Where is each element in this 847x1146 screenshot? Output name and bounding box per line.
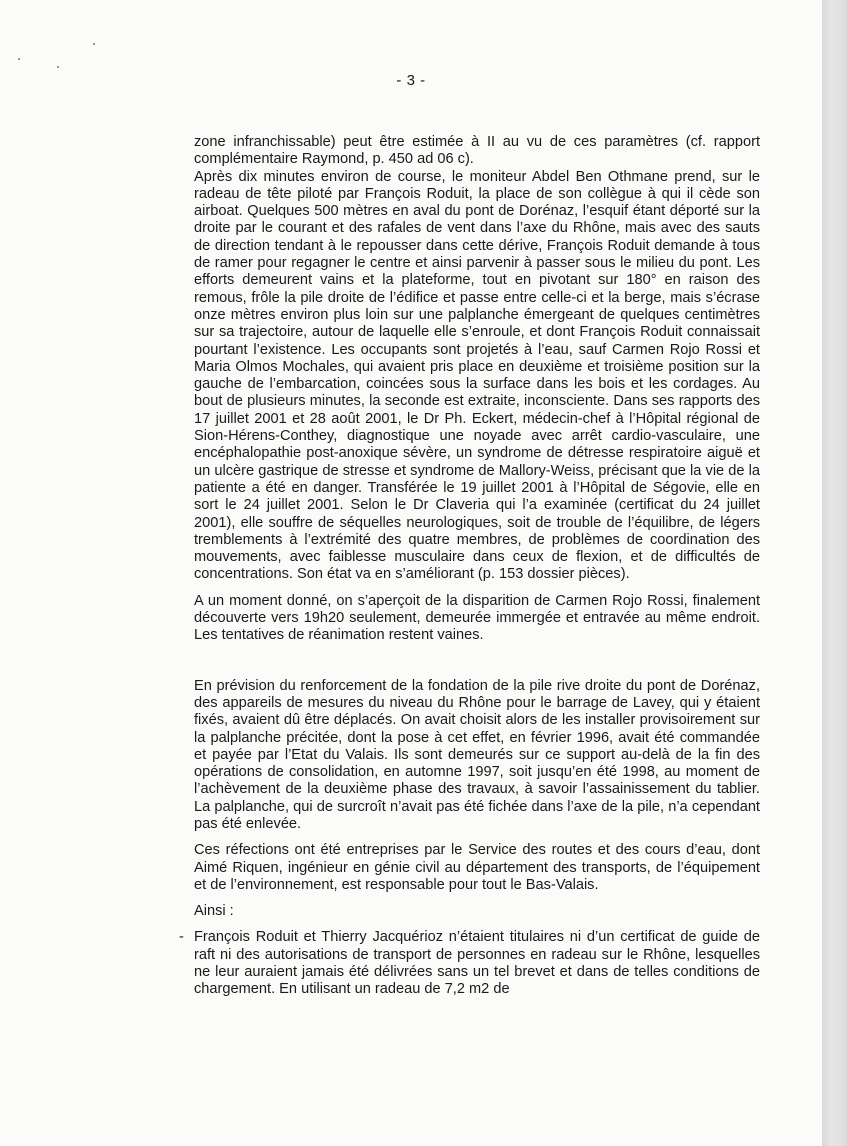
scan-edge [822, 0, 847, 1146]
scan-speck [18, 58, 20, 60]
paragraph: En prévision du renforcement de la fondation de la pile rive droite du pont de Dorénaz, des appareils de mesures du niveau du Rhône pour le barrage de Lavey, qui y étaient fixés, avaient dû être déplacés. On avait choisit alors de les installer provisoirement sur la palplanche précitée, dont la pose à cet effet, en février 1996, avait été commandée et payée par l’Etat du Valais. Ils sont demeurés sur ce support au-delà de la fin des opérations de consolidation, en automne 1997, soit jusqu’en été 1998, au moment de l’achèvement de la deuxième phase des travaux, à savoir l’assainissement du tablier. La palplanche, qui de surcroît n’avait pas été fichée dans l’axe de la pile, n’a cependant pas été enlevée. [194, 677, 760, 832]
list-item-text: François Roduit et Thierry Jacquérioz n’étaient titulaires ni d’un certificat de guide de raft ni des autorisations de transport de personnes en radeau sur le Rhône, lesquelles ne leur auraient jamais été délivrées sans un tel brevet et dans de telles conditions de chargement. En utilisant un radeau de 7,2 m2 de [194, 929, 760, 998]
paragraph: Ces réfections ont été entreprises par le Service des routes et des cours d’eau, dont Aimé Riquen, ingénieur en génie civil au département des transports, de l’équipement et de l’environnement, est responsable pour tout le Bas-Valais. [194, 842, 760, 893]
page-number: - 3 - [396, 72, 426, 89]
paragraph: Après dix minutes environ de course, le moniteur Abdel Ben Othmane prend, sur le radeau de tête piloté par François Roduit, la place de son collègue à qui il cède son airboat. Quelques 500 mètres en aval du pont de Dorénaz, l’esquif étant déporté sur la droite par le courant et des rafales de vent dans l’axe du Rhône, mais avec des sauts de direction tendant à le repousser dans cette dérive, François Roduit demande à tous de ramer pour regagner le centre et ainsi parvenir à passer sous le milieu du pont. Les efforts demeurent vains et la plateforme, tout en pivotant sur 180° en raison des remous, frôle la pile droite de l’édifice et passe entre celle-ci et la berge, mais s’écrase onze mètres environ plus loin sur une palplanche émergeant de quelques centimètres sur sa trajectoire, autour de laquelle elle s’enroule, et dont François Roduit connaissait pourtant l’existence. Les occupants sont projetés à l’eau, sauf Carmen Rojo Rossi et Maria Olmos Mochales, qui avaient pris place en deuxième et troisième position sur la gauche de l’embarcation, coincées sous la surface dans les bois et les cordages. Au bout de plusieurs minutes, la seconde est extraite, inconsciente. Dans ses rapports des 17 juillet 2001 et 28 août 2001, le Dr Ph. Eckert, médecin-chef à l’Hôpital régional de Sion-Hérens-Conthey, diagnostique une noyade avec arrêt cardio-vasculaire, une encéphalopathie post-anoxique sévère, un syndrome de détresse respiratoire aiguë et un ulcère gastrique de stresse et syndrome de Mallory-Weiss, précisant que la vie de la patiente a été en danger. Transférée le 19 juillet 2001 à l’Hôpital de Ségovie, elle en sort le 24 juillet 2001. Selon le Dr Claveria qui l’a examinée (certificat du 24 juillet 2001), elle souffre de séquelles neurologiques, soit de trouble de l’équilibre, de légers tremblements à l’extrémité des quatre membres, de problèmes de coordination des mouvements, avec faiblesse musculaire dans ceux de flexion, et de difficultés de concentrations. Son état va en s’améliorant (p. 153 dossier pièces). [194, 168, 760, 583]
list-marker: - [179, 929, 184, 946]
document-body [179, 134, 760, 999]
paragraph: zone infranchissable) peut être estimée à II au vu de ces paramètres (cf. rapport complémentaire Raymond, p. 450 ad 06 c). [194, 134, 760, 168]
paragraph: Ainsi : [194, 903, 234, 920]
scan-speck [57, 66, 59, 68]
paragraph: A un moment donné, on s’aperçoit de la disparition de Carmen Rojo Rossi, finalement découverte vers 19h20 seulement, demeurée immergée et entravée au même endroit. Les tentatives de réanimation restent vaines. [194, 592, 760, 644]
scan-speck [93, 43, 95, 45]
list-item [179, 929, 760, 998]
